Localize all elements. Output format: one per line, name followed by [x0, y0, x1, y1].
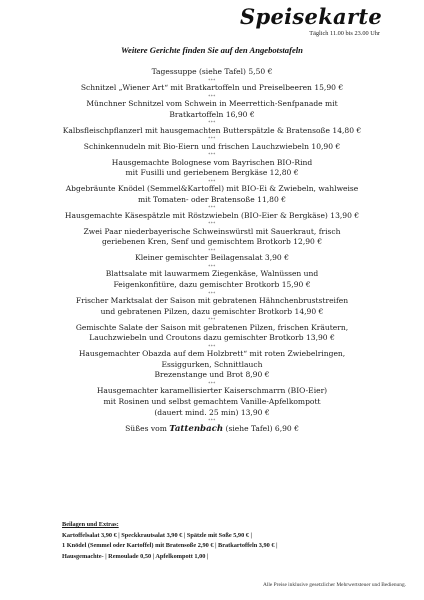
menu-item-line: Brezenstange und Brot 8,90 €	[154, 370, 270, 380]
item-separator: ***	[208, 205, 216, 211]
menu-item-line: mit Tomaten- oder Bratensoße 11,80 €	[138, 194, 286, 204]
menu-item-line: Hausgemachter karamellisierter Kaiserschmarrn (BIO-Eier)	[96, 386, 328, 396]
menu-item-line: Schnitzel „Wiener Art“ mit Bratkartoffeln und Preiselbeeren 15,90 €	[80, 83, 344, 92]
dessert-prefix: Süßes vom	[125, 423, 170, 433]
extras-line: Hausgemachte- | Remoulade 0,50 | Apfelkompott 1,00 |	[62, 553, 209, 561]
item-separator: ***	[208, 178, 216, 184]
dessert-price: (siehe Tafel) 6,90 €	[223, 423, 299, 433]
menu-item-line: Gemischte Salate der Saison mit gebratenen Pilzen, frischen Kräutern,	[75, 322, 349, 332]
menu-item	[50, 349, 374, 381]
item-separator: ***	[208, 136, 216, 142]
menu-item-line: Frischer Marktsalat der Saison mit gebratenen Hähnchenbruststreifen	[75, 295, 349, 305]
menu-item	[50, 99, 374, 120]
menu-item	[50, 296, 374, 317]
item-separator: ***	[208, 380, 216, 386]
menu-item	[50, 323, 374, 344]
menu-item-line: mit Rosinen und selbst gemachtem Vanille-Apfelkompott	[103, 396, 321, 406]
menu-item-line: Schinkennudeln mit Bio-Eiern und frischen Lauchzwiebeln 10,90 €	[83, 141, 341, 151]
menu-item-line: Kleiner gemischter Beilagensalat 3,90 €	[135, 253, 289, 263]
item-separator: ***	[208, 343, 216, 349]
extras-title: Beilagen und Extras:	[62, 521, 119, 528]
menu-item-line: Bratkartoffeln 16,90 €	[169, 109, 255, 119]
menu-item	[50, 253, 374, 264]
menu-item-line: Abgebräunte Knödel (Semmel&Kartoffel) mit BIO-Ei & Zwiebeln, wahlweise	[65, 184, 359, 194]
menu-item-line: (dauert mind. 25 min) 13,90 €	[154, 407, 270, 417]
menu-item	[50, 142, 374, 153]
item-separator: ***	[208, 77, 216, 83]
menu-item-line: und gebratenen Pilzen, dazu gemischter Brotkorb 14,90 €	[100, 306, 324, 316]
item-separator: ***	[208, 290, 216, 296]
price-footnote: Alle Preise inklusive gesetzlicher Mehrwertsteuer und Bedienung.	[263, 582, 406, 588]
item-separator: ***	[208, 247, 216, 253]
extras-section	[62, 520, 278, 563]
menu-item-line: Kalbsfleischpflanzerl mit hausgemachten Butterspätzle & Bratensoße 14,80 €	[62, 125, 362, 135]
menu-item-line: Feigenkonfitüre, dazu gemischter Brotkorb 15,90 €	[113, 279, 311, 289]
menu-item-line: Tagessuppe (siehe Tafel) 5,50 €	[151, 67, 273, 76]
menu-item-line: Essiggurken, Schnittlauch	[161, 359, 263, 369]
dessert-item	[50, 424, 374, 435]
menu-item	[50, 126, 374, 137]
extras-line: 1 Knödel (Semmel oder Kartoffel) mit Bratensoße 2,90 € | Bratkartoffeln 3,90 € |	[62, 542, 278, 550]
menu-item	[50, 184, 374, 205]
menu-item-line: Münchner Schnitzel vom Schwein in Meerrettich-Senfpanade mit	[86, 99, 338, 108]
menu-item-line: Hausgemachter Obazda auf dem Holzbrett“ mit roten Zwiebelringen,	[78, 349, 346, 359]
menu-item-line: geriebenen Kren, Senf und gemischtem Brotkorb 12,90 €	[101, 237, 323, 247]
menu-subtitle: Weitere Gerichte finden Sie auf den Angebotstafeln	[121, 45, 303, 55]
extras-line: Kartoffelsalat 3,90 € | Speckkrautsalat 3,90 € | Spätzle mit Soße 5,90 € |	[62, 531, 252, 539]
opening-hours: Täglich 11.00 bis 23.00 Uhr	[309, 30, 380, 37]
item-separator: ***	[208, 263, 216, 269]
menu-item	[50, 269, 374, 290]
menu-item-line: Hausgemachte Bolognese vom Bayrischen BIO-Rind	[111, 157, 313, 167]
menu-item-line: Hausgemachte Käsespätzle mit Röstzwiebeln (BIO-Eier & Bergkäse) 13,90 €	[64, 210, 360, 220]
item-separator: ***	[208, 152, 216, 158]
dessert-brand-logo: Tattenbach	[169, 423, 224, 434]
menu-item	[50, 67, 374, 78]
menu-item-line: Zwei Paar niederbayerische Schweinswürstl mit Sauerkraut, frisch	[83, 226, 341, 236]
menu-item	[50, 158, 374, 179]
menu-item	[50, 83, 374, 94]
item-separator: ***	[208, 418, 216, 424]
item-separator: ***	[208, 221, 216, 227]
menu-list	[50, 67, 374, 434]
item-separator: ***	[208, 93, 216, 99]
page-title: Speisekarte	[240, 4, 382, 29]
menu-item	[50, 227, 374, 248]
menu-item	[50, 386, 374, 418]
menu-item-line: mit Fusilli und geriebenem Bergkäse 12,80 €	[125, 168, 299, 178]
menu-item-line: Lauchzwiebeln und Croutons dazu gemischter Brotkorb 13,90 €	[89, 333, 335, 343]
item-separator: ***	[208, 120, 216, 126]
menu-item-line: Blattsalate mit lauwarmem Ziegenkäse, Walnüssen und	[105, 269, 319, 279]
item-separator: ***	[208, 317, 216, 323]
menu-item	[50, 211, 374, 222]
